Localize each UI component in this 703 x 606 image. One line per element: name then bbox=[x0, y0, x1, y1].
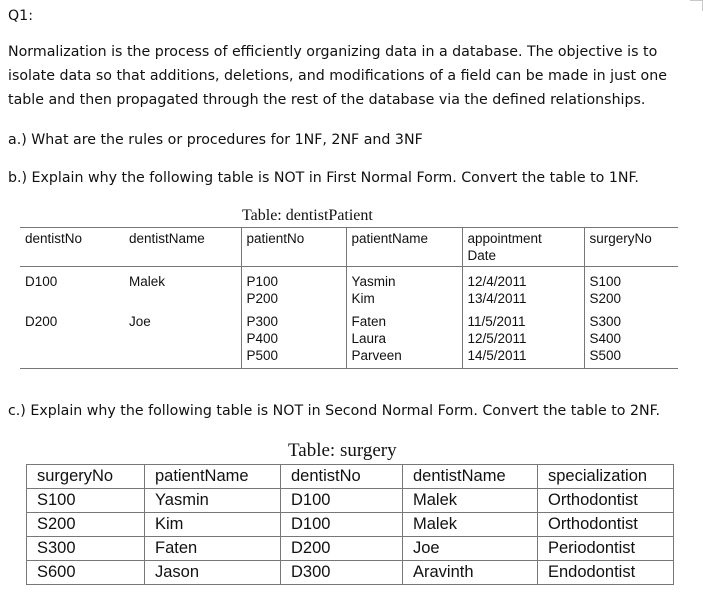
surgery-table bbox=[26, 464, 674, 585]
intro-line: table and then propagated through the rest of the database via the defined relationships. bbox=[8, 92, 646, 108]
table-cell: Yasmin bbox=[145, 489, 281, 513]
table-cell: S300 bbox=[27, 537, 145, 561]
question-label: Q1: bbox=[8, 8, 33, 24]
table-cell: Joe bbox=[403, 537, 538, 561]
table-header-row bbox=[20, 228, 678, 267]
column-header: patientNo bbox=[241, 228, 346, 267]
table-cell: Yasmin Kim bbox=[346, 267, 462, 314]
table-cell: Jason bbox=[145, 561, 281, 585]
part-a-question: a.) What are the rules or procedures for 1NF, 2NF and 3NF bbox=[8, 132, 423, 148]
table-cell: Faten Laura Parveen bbox=[346, 313, 462, 369]
table-cell: 12/4/2011 13/4/2011 bbox=[462, 267, 584, 314]
column-header: patientName bbox=[346, 228, 462, 267]
table-cell: D200 bbox=[281, 537, 403, 561]
table-cell: P100 P200 bbox=[241, 267, 346, 314]
table-cell: Endodontist bbox=[538, 561, 674, 585]
table-cell: S100 bbox=[27, 489, 145, 513]
table-cell: D100 bbox=[281, 513, 403, 537]
table-cell: S300 S400 S500 bbox=[584, 313, 678, 369]
table-cell: Kim bbox=[145, 513, 281, 537]
table-cell: D100 bbox=[25, 274, 58, 289]
column-header: surgeryNo bbox=[584, 228, 678, 267]
table-cell: 11/5/2011 12/5/2011 14/5/2011 bbox=[462, 313, 584, 369]
table-cell: Malek bbox=[403, 489, 538, 513]
column-header: dentistNo bbox=[281, 465, 403, 489]
part-c-question: c.) Explain why the following table is NOT in Second Normal Form. Convert the table to 2NF. bbox=[8, 403, 661, 419]
table-cell: Joe bbox=[124, 313, 241, 369]
column-header: patientName bbox=[145, 465, 281, 489]
table-row bbox=[27, 513, 674, 537]
intro-line: Normalization is the process of efficiently organizing data in a database. The objective is to bbox=[8, 44, 658, 60]
column-header: dentistName bbox=[403, 465, 538, 489]
table-cell: D300 bbox=[281, 561, 403, 585]
table-row bbox=[20, 313, 678, 369]
table-cell: S200 bbox=[27, 513, 145, 537]
table-cell: S100 S200 bbox=[584, 267, 678, 314]
table-cell: Faten bbox=[145, 537, 281, 561]
column-header: surgeryNo bbox=[27, 465, 145, 489]
table-cell: S600 bbox=[27, 561, 145, 585]
table-header-row bbox=[27, 465, 674, 489]
intro-paragraph bbox=[8, 40, 698, 112]
table-cell: Orthodontist bbox=[538, 489, 674, 513]
column-header: dentistName bbox=[124, 228, 241, 267]
table-cell: P300 P400 P500 bbox=[241, 313, 346, 369]
table1-title: Table: dentistPatient bbox=[242, 207, 373, 224]
dentist-patient-table bbox=[20, 227, 678, 369]
table-row bbox=[27, 537, 674, 561]
table2-title: Table: surgery bbox=[288, 440, 397, 461]
part-b-question: b.) Explain why the following table is NOT in First Normal Form. Convert the table to 1NF. bbox=[8, 170, 639, 186]
table-row bbox=[20, 267, 678, 314]
column-header: specialization bbox=[538, 465, 674, 489]
table-cell: Aravinth bbox=[403, 561, 538, 585]
column-header: appointment Date bbox=[462, 228, 584, 267]
table-cell: Malek bbox=[403, 513, 538, 537]
page-corner-mark bbox=[690, 0, 703, 11]
table-row bbox=[27, 561, 674, 585]
table-cell: Malek bbox=[129, 274, 166, 289]
intro-line: isolate data so that additions, deletions, and modifications of a field can be made in just one bbox=[8, 68, 667, 84]
table-cell: D100 bbox=[281, 489, 403, 513]
table-cell: Orthodontist bbox=[538, 513, 674, 537]
table-row bbox=[27, 489, 674, 513]
table-cell: Periodontist bbox=[538, 537, 674, 561]
column-header: dentistNo bbox=[20, 228, 124, 267]
table-cell: D200 bbox=[20, 313, 124, 369]
